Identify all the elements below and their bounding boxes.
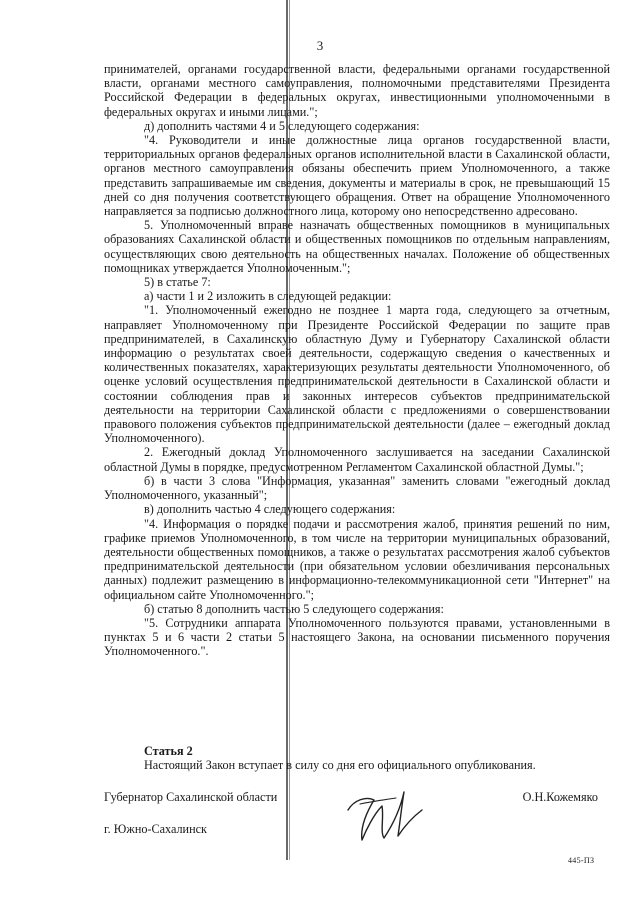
paragraph: "5. Сотрудники аппарата Уполномоченного пользуются правами, установленными в пунктах 5 и 6 части 2 статьи 5 настоящего Закона, на основании письменного поручения Уполномоченного.". — [104, 615, 610, 659]
paragraph: в) дополнить частью 4 следующего содержания: — [144, 502, 396, 517]
paragraph: принимателей, органами государственной власти, федеральными органами государственной власти, органами местного самоуправления, полномочными представителями Президента Российской Федерации в федеральных округах, инвестиционными уполномоченными в федеральных округах и иными лицами."; — [104, 62, 610, 119]
paragraph: 2. Ежегодный доклад Уполномоченного заслушивается на заседании Сахалинской областной Думы в порядке, предусмотренном Регламентом Сахалинской областной Думы."; — [104, 445, 610, 474]
page-number: 3 — [316, 38, 324, 53]
paragraph: б) статью 8 дополнить частью 5 следующего содержания: — [144, 601, 444, 616]
paragraph: 5. Уполномоченный вправе назначать общественных помощников в муниципальных образованиях Сахалинской области и общественных помощников по отдельным направлениям, осуществляющих свою деятельность на общественных началах. Положение об общественных помощниках утверждается Уполномоченным."; — [104, 218, 610, 275]
document-code: 445-ПЗ — [568, 856, 595, 865]
handwritten-signature — [340, 770, 430, 850]
article-2 — [104, 744, 610, 772]
paragraph: 5) в статье 7: — [144, 275, 211, 290]
paragraph: б) в части 3 слова "Информация, указанная" заменить словами "ежегодный доклад Уполномоченного, указанный"; — [104, 473, 610, 503]
paragraph: "1. Уполномоченный ежегодно не позднее 1 марта года, следующего за отчетным, направляет Уполномоченному при Президенте Российской Федерации по защите прав предпринимателей, в Сахалинскую областную Думу и Губернатору Сахалинской области информацию о результатах своей деятельности, содержащую сведения о качественных и количественных показателях, характеризующих результаты деятельности Уполномоченного, об оценке условий осуществления предпринимательской деятельности в Сахалинской области и состоянии соблюдения прав и законных интересов субъектов предпринимательской деятельности на территории Сахалинской области с предложениями о совершенствовании правового положения субъектов предпринимательской деятельности (далее – ежегодный доклад Уполномоченного). — [104, 303, 610, 446]
city: г. Южно-Сахалинск — [104, 822, 207, 836]
governor-title: Губернатор Сахалинской области — [104, 790, 278, 804]
article-text: Настоящий Закон вступает в силу со дня его официального опубликования. — [144, 758, 536, 773]
paragraph: д) дополнить частями 4 и 5 следующего содержания: — [144, 118, 420, 133]
governor-name: О.Н.Кожемяко — [522, 790, 598, 804]
article-title: Статья 2 — [144, 744, 193, 758]
law-body-text — [104, 62, 610, 659]
paragraph: а) части 1 и 2 изложить в следующей редакции: — [144, 289, 392, 304]
paragraph: "4. Информация о порядке подачи и рассмотрения жалоб, принятия решений по ним, графике приемов Уполномоченного, в том числе на территории муниципальных образований, деятельности общественных помощников, а также о результатах рассмотрения жалоб субъектов предпринимательской деятельности (при обязательном условии обезличивания персональных данных) подлежит размещению в информационно-телекоммуникационной сети "Интернет" на официальном сайте Уполномоченного."; — [104, 516, 610, 602]
paragraph: "4. Руководители и иные должностные лица органов государственной власти, территориальных органов федеральных органов исполнительной власти в Сахалинской области, органов местного самоуправления обязаны обеспечить прием Уполномоченного, а также представить запрашиваемые им сведения, документы и материалы в срок, не превышающий 15 дней со дня получения соответствующего обращения. Ответ на обращение Уполномоченного направляется за подписью должностного лица, которому оно непосредственно адресовано. — [104, 133, 610, 219]
